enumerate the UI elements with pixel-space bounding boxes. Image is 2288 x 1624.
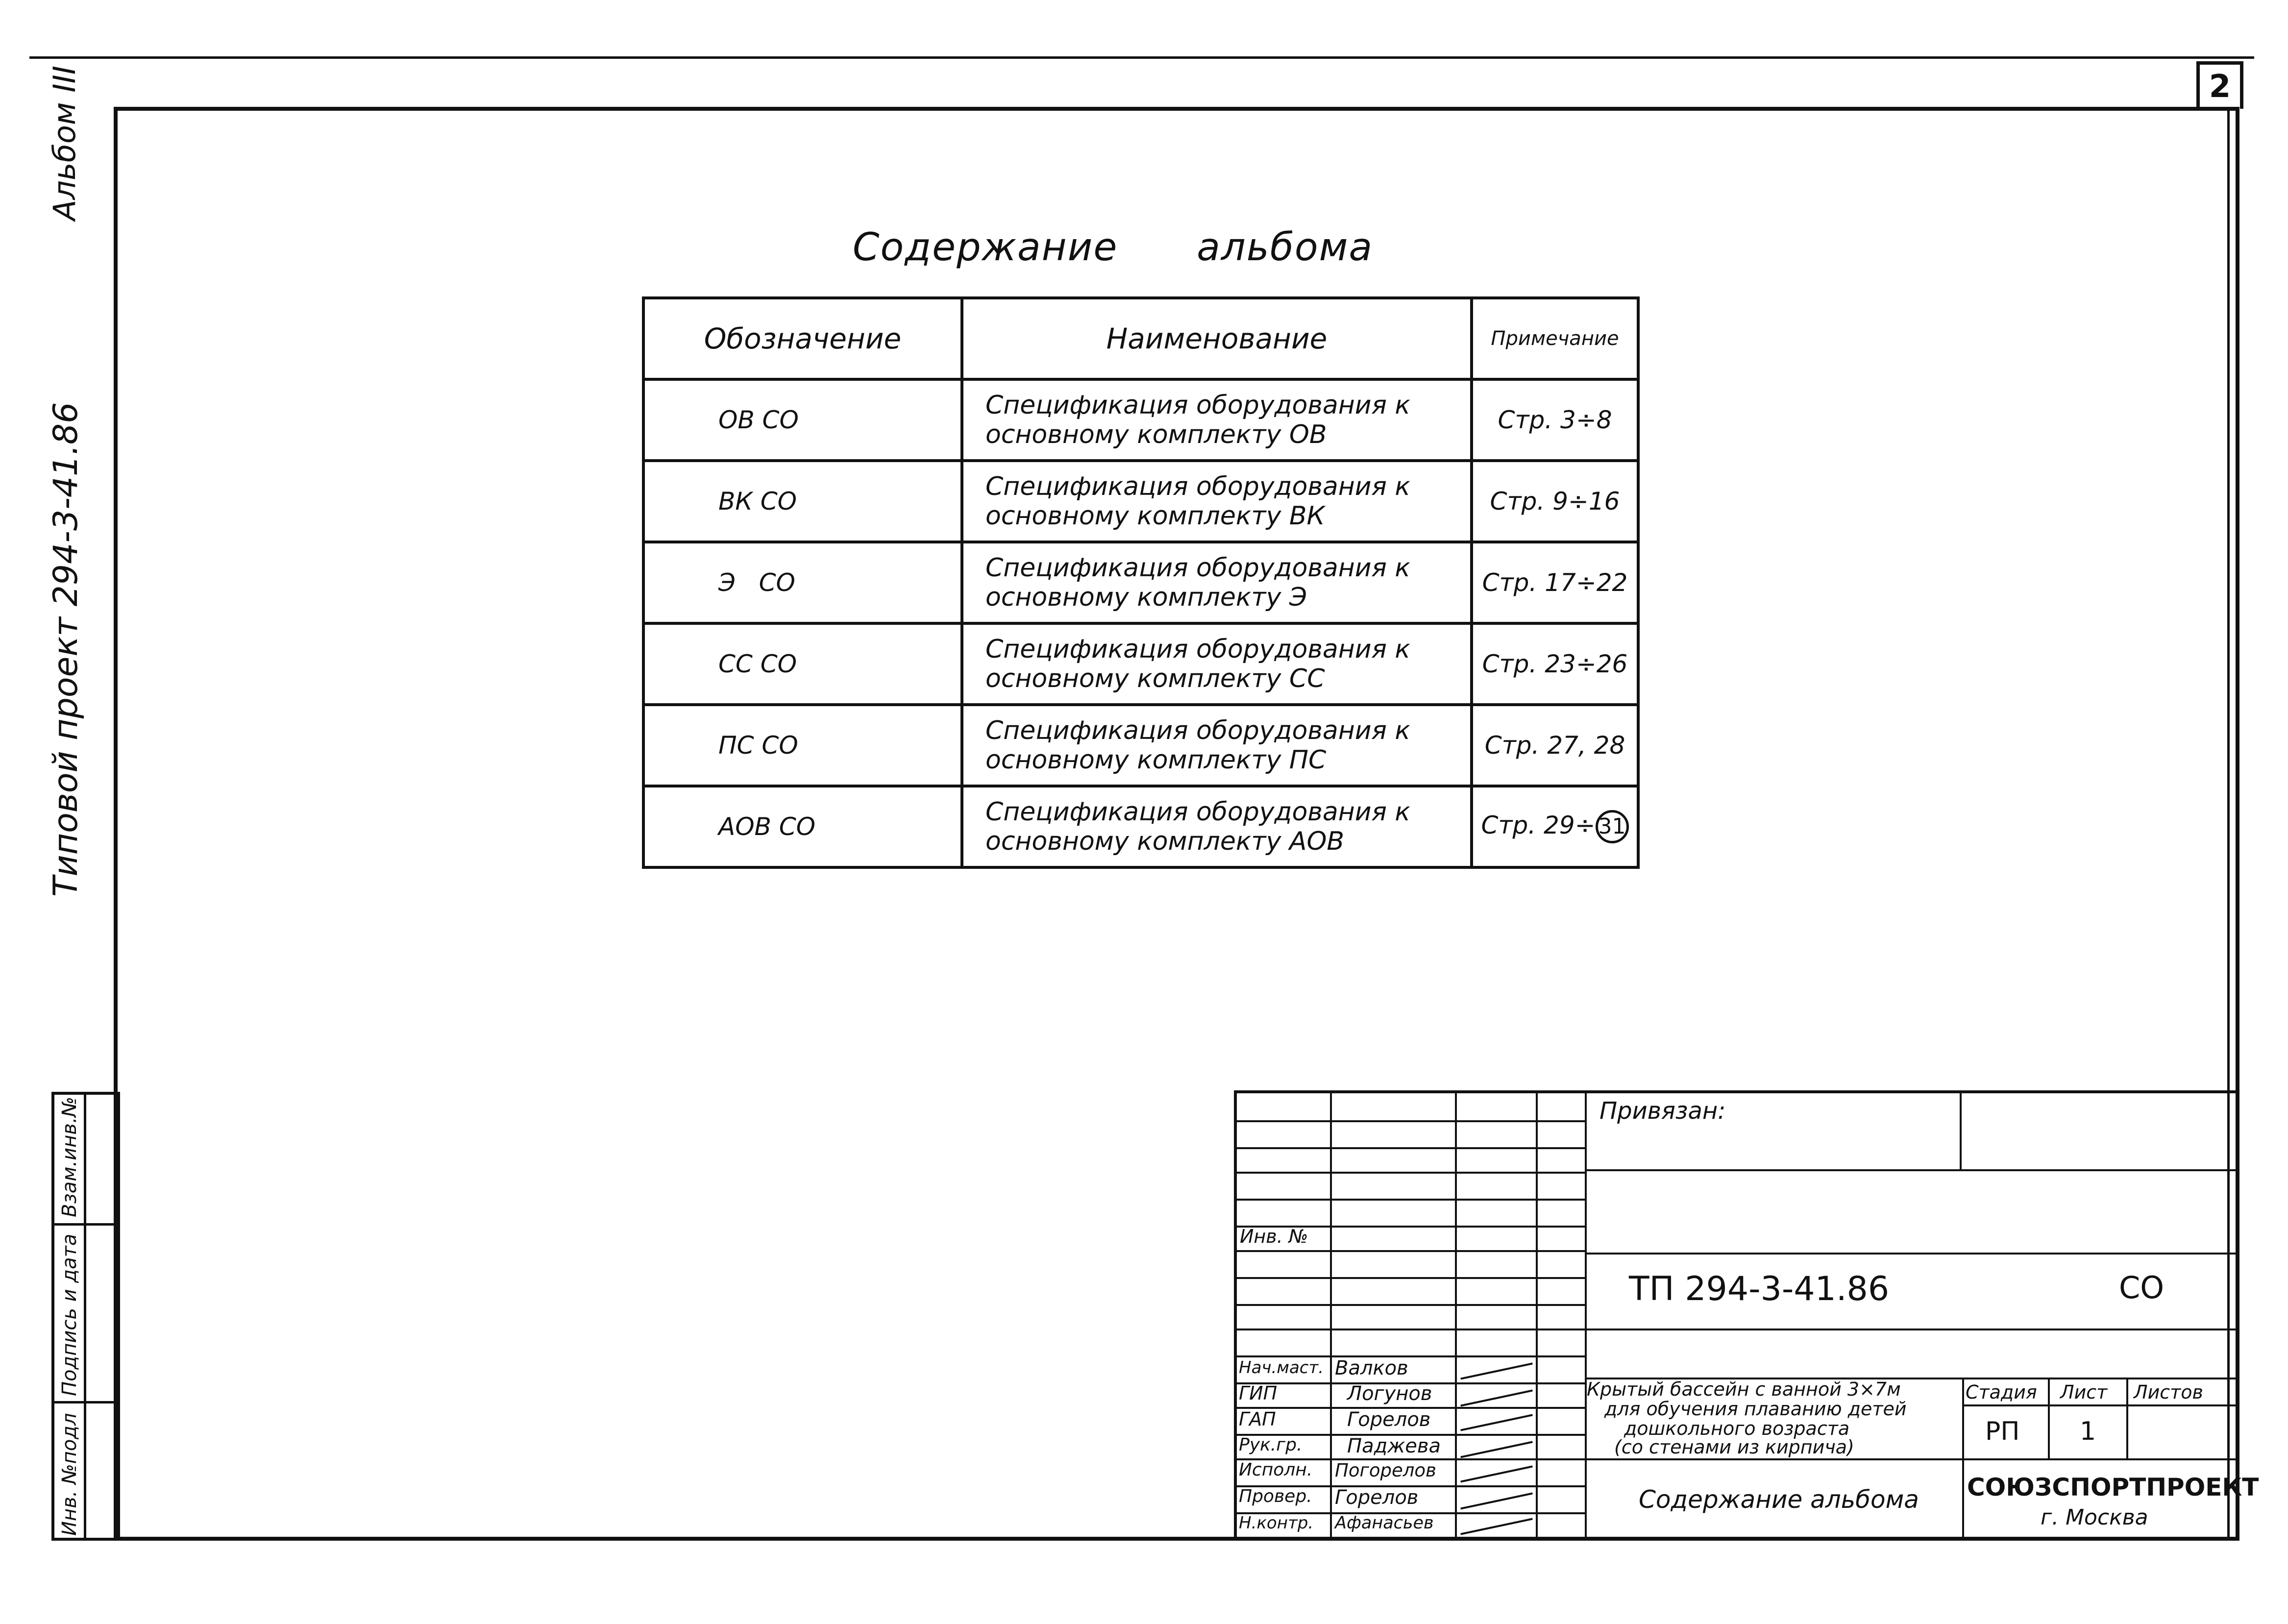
row-name	[962, 461, 1472, 542]
tb-col-divider	[1536, 1093, 1538, 1538]
row-name-line2: основному комплекту ВК	[985, 501, 1325, 531]
stage-label: Стадия	[1966, 1381, 2037, 1403]
row-name	[962, 379, 1472, 461]
circled-page-number: 31	[1596, 810, 1629, 843]
project-label: Типовой проект 294-3-41.86	[47, 402, 85, 897]
role-label: ГИП	[1239, 1382, 1278, 1404]
tb-row-line	[1962, 1458, 2239, 1460]
table-row	[643, 461, 1638, 542]
row-name-line1: Спецификация оборудования к	[985, 472, 1410, 501]
tb-row-line	[1237, 1355, 1585, 1357]
tb-col-divider	[1960, 1093, 1962, 1169]
album-label: Альбом III	[47, 65, 82, 221]
table-row	[643, 786, 1638, 867]
role-label: Н.контр.	[1239, 1513, 1314, 1533]
row-name	[962, 786, 1472, 867]
list-value: 1	[2080, 1417, 2096, 1446]
person-name: Логунов	[1347, 1382, 1432, 1405]
tb-row-line	[1585, 1253, 2239, 1255]
tb-col-divider	[1585, 1093, 1587, 1538]
stage-value: РП	[1985, 1417, 2020, 1446]
signature-mark	[1460, 1518, 1533, 1535]
strip-label-vzam-inv: Взам.инв.№	[58, 1096, 81, 1217]
role-label: Исполн.	[1239, 1460, 1313, 1480]
row-name	[962, 542, 1472, 623]
title-block	[1234, 1090, 2259, 1541]
signature-mark	[1460, 1441, 1533, 1458]
lists-label: Листов	[2134, 1381, 2203, 1403]
tb-row-line	[1237, 1304, 1585, 1306]
tb-col-divider	[1962, 1378, 1964, 1538]
person-name: Горелов	[1335, 1486, 1419, 1509]
object-line: для обучения плаванию детей	[1604, 1398, 1907, 1420]
row-name	[962, 705, 1472, 786]
row-name-line2: основному комплекту ОВ	[985, 420, 1327, 449]
tb-col-divider	[1330, 1093, 1332, 1538]
row-code: Э СО	[643, 542, 962, 623]
document-code: ТП 294-3-41.86	[1629, 1270, 1890, 1308]
row-note: Стр. 3÷8	[1472, 379, 1638, 461]
inv-no-label: Инв. №	[1240, 1226, 1308, 1247]
table-row	[643, 379, 1638, 461]
object-line: (со стенами из кирпича)	[1614, 1436, 1854, 1458]
role-label: ГАП	[1239, 1408, 1276, 1430]
strip-label-inv-podl: Инв. №подл	[58, 1413, 81, 1536]
row-note: Стр. 17÷22	[1472, 542, 1638, 623]
top-rule	[29, 56, 2254, 59]
row-note: Стр. 27, 28	[1472, 705, 1638, 786]
object-line: дошкольного возраста	[1624, 1418, 1850, 1439]
strip-divider	[54, 1223, 117, 1226]
person-name: Афанасьев	[1335, 1513, 1434, 1533]
row-note: Стр. 9÷16	[1472, 461, 1638, 542]
left-stamp-strip	[51, 1092, 120, 1541]
header-note: Примечание	[1472, 298, 1638, 379]
person-name: Паджева	[1347, 1435, 1441, 1457]
table-row	[643, 705, 1638, 786]
tb-col-divider	[1455, 1093, 1457, 1538]
row-name-line1: Спецификация оборудования к	[985, 797, 1410, 827]
tb-row-line	[1237, 1329, 1585, 1330]
tb-row-line	[1585, 1169, 2239, 1171]
row-name-line2: основному комплекту ПС	[985, 745, 1327, 775]
person-name: Горелов	[1347, 1408, 1431, 1431]
tb-row-line	[1237, 1172, 1585, 1174]
row-name-line2: основному комплекту Э	[985, 583, 1307, 612]
document-mark: СО	[2119, 1270, 2165, 1305]
signature-mark	[1460, 1465, 1533, 1482]
row-code: ВК СО	[643, 461, 962, 542]
signature-mark	[1460, 1414, 1533, 1431]
list-label: Лист	[2060, 1381, 2108, 1403]
signature-mark	[1460, 1389, 1533, 1406]
page-number: 2	[2196, 61, 2243, 109]
contents-title: Содержание альбома	[853, 225, 1374, 270]
organization-name: СОЮЗСПОРТПРОЕКТ	[1967, 1473, 2259, 1501]
tb-col-divider	[2048, 1378, 2050, 1458]
table-header-row	[643, 298, 1638, 379]
strip-column-divider	[84, 1095, 86, 1538]
tb-row-line	[1237, 1277, 1585, 1279]
row-code: АОВ СО	[643, 786, 962, 867]
row-name-line2: основному комплекту СС	[985, 664, 1325, 693]
signature-mark	[1460, 1362, 1533, 1379]
row-note: Стр. 23÷26	[1472, 623, 1638, 705]
object-line: Крытый бассейн с ванной 3×7м	[1587, 1378, 1901, 1400]
table-row	[643, 623, 1638, 705]
role-label: Рук.гр.	[1239, 1435, 1303, 1455]
row-name-line1: Спецификация оборудования к	[985, 553, 1410, 583]
person-name: Валков	[1335, 1357, 1408, 1379]
row-code: СС СО	[643, 623, 962, 705]
row-name-line1: Спецификация оборудования к	[985, 391, 1410, 420]
row-code: ПС СО	[643, 705, 962, 786]
signature-mark	[1460, 1492, 1533, 1509]
tb-row-line	[1237, 1120, 1585, 1122]
table-row	[643, 542, 1638, 623]
row-name	[962, 623, 1472, 705]
tb-col-divider	[2126, 1378, 2128, 1458]
header-name: Наименование	[962, 298, 1472, 379]
header-designation: Обозначение	[643, 298, 962, 379]
organization-city: г. Москва	[2041, 1505, 2148, 1530]
privyazan-label: Привязан:	[1599, 1097, 1726, 1125]
row-name-line2: основному комплекту АОВ	[985, 827, 1345, 856]
strip-label-podpis-data: Подпись и дата	[58, 1233, 81, 1396]
tb-row-line	[1585, 1329, 2239, 1330]
row-code: ОВ СО	[643, 379, 962, 461]
tb-row-line	[1237, 1250, 1585, 1252]
tb-row-line	[1237, 1147, 1585, 1149]
tb-row-line	[1585, 1458, 1962, 1460]
row-name-line1: Спецификация оборудования к	[985, 635, 1410, 664]
row-note	[1472, 786, 1638, 867]
sheet-title: Содержание альбома	[1639, 1485, 1919, 1514]
tb-row-line	[1237, 1199, 1585, 1201]
tb-row-line	[1962, 1404, 2239, 1406]
strip-divider	[54, 1401, 117, 1403]
row-note-prefix: Стр. 29÷	[1481, 811, 1596, 839]
row-name-line1: Спецификация оборудования к	[985, 716, 1410, 745]
role-label: Нач.маст.	[1239, 1358, 1324, 1378]
person-name: Погорелов	[1335, 1460, 1436, 1481]
contents-table	[642, 296, 1640, 869]
role-label: Провер.	[1239, 1486, 1312, 1506]
